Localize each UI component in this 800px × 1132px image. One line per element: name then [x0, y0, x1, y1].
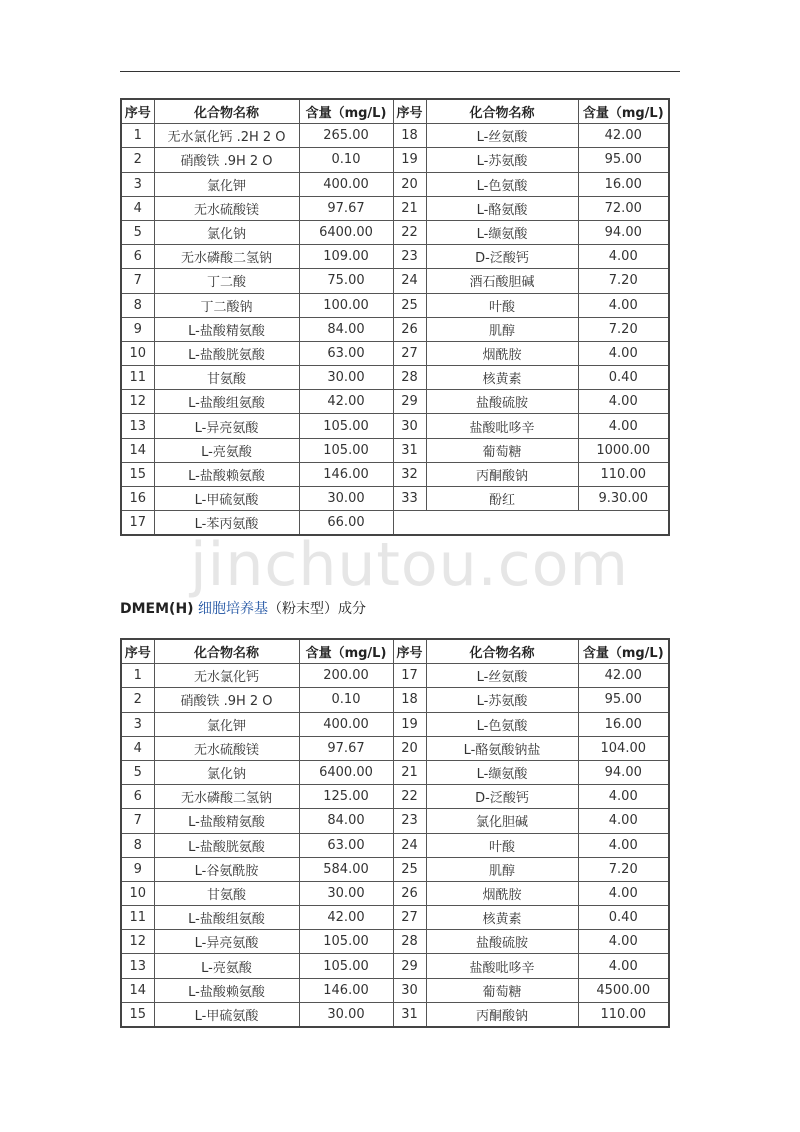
compound-name: L-缬氨酸	[426, 220, 578, 244]
row-number: 1	[121, 124, 154, 148]
amount: 400.00	[299, 712, 393, 736]
amount: 16.00	[578, 712, 669, 736]
amount: 97.67	[299, 196, 393, 220]
row-number: 23	[393, 809, 426, 833]
row-number: 3	[121, 712, 154, 736]
table-row	[121, 736, 669, 760]
amount: 30.00	[299, 487, 393, 511]
amount: 30.00	[299, 1002, 393, 1027]
amount: 97.67	[299, 736, 393, 760]
row-number: 9	[121, 857, 154, 881]
compound-name: 核黄素	[426, 906, 578, 930]
row-number: 33	[393, 487, 426, 511]
row-number: 25	[393, 857, 426, 881]
row-number: 17	[393, 664, 426, 688]
compound-name: L-酪氨酸	[426, 196, 578, 220]
amount: 400.00	[299, 172, 393, 196]
row-number: 4	[121, 196, 154, 220]
row-number: 31	[393, 1002, 426, 1027]
amount: 6400.00	[299, 760, 393, 784]
compound-name: D-泛酸钙	[426, 245, 578, 269]
row-number: 21	[393, 196, 426, 220]
amount: 0.40	[578, 906, 669, 930]
column-header: 序号	[393, 99, 426, 124]
compound-name: 肌醇	[426, 857, 578, 881]
amount: 4.00	[578, 293, 669, 317]
compound-name: 氯化钠	[154, 760, 299, 784]
compound-name: 丁二酸钠	[154, 293, 299, 317]
amount: 110.00	[578, 462, 669, 486]
amount: 265.00	[299, 124, 393, 148]
amount: 30.00	[299, 881, 393, 905]
compound-name: 葡萄糖	[426, 978, 578, 1002]
amount: 94.00	[578, 760, 669, 784]
amount: 105.00	[299, 954, 393, 978]
compound-name: L-丝氨酸	[426, 664, 578, 688]
amount: 42.00	[299, 906, 393, 930]
row-number: 12	[121, 930, 154, 954]
table-row	[121, 857, 669, 881]
compound-name: 丁二酸	[154, 269, 299, 293]
row-number: 14	[121, 978, 154, 1002]
row-number: 18	[393, 124, 426, 148]
amount: 105.00	[299, 414, 393, 438]
amount: 584.00	[299, 857, 393, 881]
row-number: 23	[393, 245, 426, 269]
compound-name: L-苏氨酸	[426, 688, 578, 712]
compound-name: L-甲硫氨酸	[154, 487, 299, 511]
amount: 105.00	[299, 438, 393, 462]
row-number: 4	[121, 736, 154, 760]
amount: 4.00	[578, 245, 669, 269]
row-number: 6	[121, 245, 154, 269]
amount: 75.00	[299, 269, 393, 293]
amount: 146.00	[299, 462, 393, 486]
amount: 200.00	[299, 664, 393, 688]
amount: 105.00	[299, 930, 393, 954]
table-row	[121, 906, 669, 930]
row-number: 29	[393, 954, 426, 978]
row-number: 12	[121, 390, 154, 414]
amount: 110.00	[578, 1002, 669, 1027]
compound-name: 烟酰胺	[426, 341, 578, 365]
compound-name: L-盐酸精氨酸	[154, 809, 299, 833]
amount: 94.00	[578, 220, 669, 244]
amount: 84.00	[299, 317, 393, 341]
column-header: 化合物名称	[154, 639, 299, 664]
compound-name: 无水硫酸镁	[154, 196, 299, 220]
amount: 7.20	[578, 317, 669, 341]
row-number: 2	[121, 688, 154, 712]
table-row	[121, 390, 669, 414]
compound-name: 氯化钾	[154, 712, 299, 736]
section-title-link[interactable]: 细胞培养基	[198, 601, 269, 617]
compound-name: 盐酸硫胺	[426, 930, 578, 954]
amount: 63.00	[299, 341, 393, 365]
row-number: 26	[393, 881, 426, 905]
table-row	[121, 220, 669, 244]
compound-name: D-泛酸钙	[426, 785, 578, 809]
amount: 7.20	[578, 269, 669, 293]
compound-name: 核黄素	[426, 366, 578, 390]
table-row	[121, 760, 669, 784]
amount: 42.00	[299, 390, 393, 414]
amount: 42.00	[578, 124, 669, 148]
compound-name: 烟酰胺	[426, 881, 578, 905]
table-row	[121, 688, 669, 712]
row-number: 30	[393, 414, 426, 438]
table-row	[121, 293, 669, 317]
row-number: 28	[393, 930, 426, 954]
column-header: 含量（mg/L)	[299, 99, 393, 124]
amount: 4.00	[578, 785, 669, 809]
row-number: 25	[393, 293, 426, 317]
amount: 84.00	[299, 809, 393, 833]
column-header: 序号	[393, 639, 426, 664]
table-row	[121, 712, 669, 736]
compound-name: L-盐酸精氨酸	[154, 317, 299, 341]
table-row	[121, 462, 669, 486]
table-row	[121, 833, 669, 857]
compound-name: L-盐酸胱氨酸	[154, 341, 299, 365]
amount: 104.00	[578, 736, 669, 760]
compound-name: L-亮氨酸	[154, 438, 299, 462]
compound-name: L-盐酸组氨酸	[154, 906, 299, 930]
row-number: 7	[121, 809, 154, 833]
row-number: 28	[393, 366, 426, 390]
compound-name: 无水磷酸二氢钠	[154, 785, 299, 809]
row-number: 15	[121, 462, 154, 486]
compound-name: L-盐酸胱氨酸	[154, 833, 299, 857]
row-number: 10	[121, 341, 154, 365]
row-number: 31	[393, 438, 426, 462]
table-row	[121, 809, 669, 833]
table-row	[121, 978, 669, 1002]
column-header: 含量（mg/L)	[578, 639, 669, 664]
amount: 6400.00	[299, 220, 393, 244]
row-number: 27	[393, 906, 426, 930]
row-number: 29	[393, 390, 426, 414]
compound-name: 酚红	[426, 487, 578, 511]
compound-name: 叶酸	[426, 833, 578, 857]
table-row	[121, 785, 669, 809]
row-number: 19	[393, 148, 426, 172]
row-number: 7	[121, 269, 154, 293]
amount: 146.00	[299, 978, 393, 1002]
compound-name: L-色氨酸	[426, 712, 578, 736]
row-number: 6	[121, 785, 154, 809]
compound-name: 叶酸	[426, 293, 578, 317]
compound-name: L-酪氨酸钠盐	[426, 736, 578, 760]
section-title	[120, 598, 366, 618]
row-number: 16	[121, 487, 154, 511]
amount: 95.00	[578, 148, 669, 172]
compound-name: L-丝氨酸	[426, 124, 578, 148]
amount: 109.00	[299, 245, 393, 269]
row-number: 10	[121, 881, 154, 905]
composition-table-2	[120, 638, 670, 1028]
header-rule	[120, 71, 680, 72]
compound-name: 氯化胆碱	[426, 809, 578, 833]
compound-name: L-亮氨酸	[154, 954, 299, 978]
table-row	[121, 317, 669, 341]
column-header: 化合物名称	[154, 99, 299, 124]
compound-name: 葡萄糖	[426, 438, 578, 462]
row-number: 26	[393, 317, 426, 341]
row-number: 27	[393, 341, 426, 365]
compound-name: 肌醇	[426, 317, 578, 341]
table-row	[121, 664, 669, 688]
amount: 4.00	[578, 930, 669, 954]
compound-name: L-盐酸组氨酸	[154, 390, 299, 414]
compound-name: L-异亮氨酸	[154, 414, 299, 438]
amount: 4.00	[578, 833, 669, 857]
row-number: 20	[393, 172, 426, 196]
amount: 0.10	[299, 148, 393, 172]
amount: 4.00	[578, 881, 669, 905]
row-number: 21	[393, 760, 426, 784]
column-header: 化合物名称	[426, 639, 578, 664]
column-header: 含量（mg/L)	[578, 99, 669, 124]
row-number: 11	[121, 906, 154, 930]
amount: 1000.00	[578, 438, 669, 462]
row-number: 13	[121, 954, 154, 978]
row-number: 30	[393, 978, 426, 1002]
header-row	[121, 639, 669, 664]
compound-name: L-色氨酸	[426, 172, 578, 196]
amount: 16.00	[578, 172, 669, 196]
amount: 63.00	[299, 833, 393, 857]
row-number: 22	[393, 220, 426, 244]
row-number: 22	[393, 785, 426, 809]
table-row	[121, 954, 669, 978]
row-number: 3	[121, 172, 154, 196]
compound-name: 盐酸吡哆辛	[426, 414, 578, 438]
row-number: 11	[121, 366, 154, 390]
column-header: 化合物名称	[426, 99, 578, 124]
compound-name: L-苯丙氨酸	[154, 511, 299, 536]
column-header: 序号	[121, 639, 154, 664]
compound-name: 无水硫酸镁	[154, 736, 299, 760]
amount: 30.00	[299, 366, 393, 390]
table-row	[121, 148, 669, 172]
amount: 125.00	[299, 785, 393, 809]
column-header: 含量（mg/L)	[299, 639, 393, 664]
table-row	[121, 196, 669, 220]
amount: 7.20	[578, 857, 669, 881]
row-number: 24	[393, 833, 426, 857]
compound-name: 丙酮酸钠	[426, 1002, 578, 1027]
row-number: 24	[393, 269, 426, 293]
compound-name: L-盐酸赖氨酸	[154, 462, 299, 486]
compound-name: L-盐酸赖氨酸	[154, 978, 299, 1002]
row-number: 5	[121, 760, 154, 784]
row-number: 8	[121, 833, 154, 857]
row-number: 17	[121, 511, 154, 536]
row-number: 5	[121, 220, 154, 244]
compound-name: 甘氨酸	[154, 366, 299, 390]
amount: 4.00	[578, 414, 669, 438]
table-row	[121, 269, 669, 293]
compound-name: 硝酸铁 .9H 2 O	[154, 148, 299, 172]
amount: 100.00	[299, 293, 393, 317]
compound-name: L-甲硫氨酸	[154, 1002, 299, 1027]
amount: 4.00	[578, 954, 669, 978]
row-number: 18	[393, 688, 426, 712]
amount: 0.10	[299, 688, 393, 712]
table-row	[121, 487, 669, 511]
table-row	[121, 124, 669, 148]
composition-table-1	[120, 98, 670, 536]
amount: 42.00	[578, 664, 669, 688]
header-row	[121, 99, 669, 124]
compound-name: 甘氨酸	[154, 881, 299, 905]
compound-name: 盐酸吡哆辛	[426, 954, 578, 978]
watermark: jinchutou.com	[190, 530, 629, 600]
compound-name: 酒石酸胆碱	[426, 269, 578, 293]
table-row	[121, 172, 669, 196]
row-number: 8	[121, 293, 154, 317]
row-number: 13	[121, 414, 154, 438]
compound-name: L-异亮氨酸	[154, 930, 299, 954]
row-number: 2	[121, 148, 154, 172]
compound-name: 盐酸硫胺	[426, 390, 578, 414]
compound-name: 丙酮酸钠	[426, 462, 578, 486]
section-title-prefix: DMEM(H)	[120, 601, 194, 617]
compound-name: 无水磷酸二氢钠	[154, 245, 299, 269]
table-row	[121, 245, 669, 269]
amount: 66.00	[299, 511, 393, 536]
row-number: 9	[121, 317, 154, 341]
compound-name: 无水氯化钙	[154, 664, 299, 688]
amount: 4.00	[578, 390, 669, 414]
amount: 4.00	[578, 809, 669, 833]
amount: 4500.00	[578, 978, 669, 1002]
table-row	[121, 1002, 669, 1027]
compound-name: 氯化钾	[154, 172, 299, 196]
row-number: 19	[393, 712, 426, 736]
compound-name: L-苏氨酸	[426, 148, 578, 172]
table-row	[121, 414, 669, 438]
amount: 95.00	[578, 688, 669, 712]
compound-name: 无水氯化钙 .2H 2 O	[154, 124, 299, 148]
table-row	[121, 930, 669, 954]
amount: 72.00	[578, 196, 669, 220]
compound-name: L-谷氨酰胺	[154, 857, 299, 881]
compound-name: 氯化钠	[154, 220, 299, 244]
table-row	[121, 881, 669, 905]
column-header: 序号	[121, 99, 154, 124]
row-number: 1	[121, 664, 154, 688]
table-row	[121, 366, 669, 390]
table-row	[121, 341, 669, 365]
compound-name: 硝酸铁 .9H 2 O	[154, 688, 299, 712]
amount: 0.40	[578, 366, 669, 390]
row-number: 32	[393, 462, 426, 486]
section-title-suffix: （粉末型）成分	[268, 601, 367, 617]
row-number: 20	[393, 736, 426, 760]
compound-name: L-缬氨酸	[426, 760, 578, 784]
row-number: 15	[121, 1002, 154, 1027]
table-row	[121, 438, 669, 462]
amount: 4.00	[578, 341, 669, 365]
amount: 9.30.00	[578, 487, 669, 511]
row-number: 14	[121, 438, 154, 462]
